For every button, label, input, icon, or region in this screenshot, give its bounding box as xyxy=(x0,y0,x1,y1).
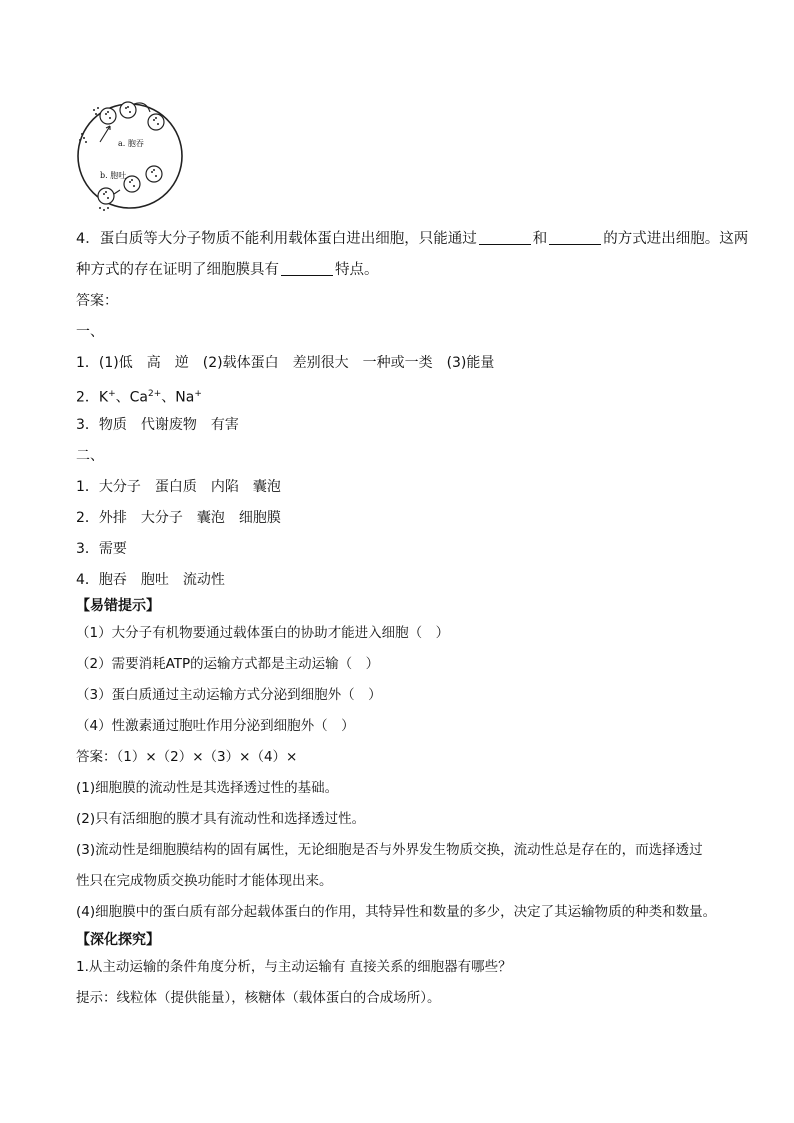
blank-2[interactable] xyxy=(549,230,601,245)
tip-item-4: （4）性激素通过胞吐作用分泌到细胞外（ ） xyxy=(76,718,355,734)
tips-answer: 答案：（1）×（2）×（3）×（4）× xyxy=(76,749,298,765)
answer-2-4: 4．胞吞 胞吐 流动性 xyxy=(76,572,225,588)
tip-item-3: （3）蛋白质通过主动运输方式分泌到细胞外（ ） xyxy=(76,687,382,703)
answer-2-3: 3．需要 xyxy=(76,541,127,557)
answers-heading: 答案： xyxy=(76,293,118,309)
vesicle-bottom-left xyxy=(98,188,114,204)
answers-section-1: 一、 xyxy=(76,324,104,340)
tips-note-1: (1)细胞膜的流动性是其选择透过性的基础。 xyxy=(76,780,339,796)
tip-item-2: （2）需要消耗ATP的运输方式都是主动运输（ ） xyxy=(76,656,380,672)
q4-text-5: 特点。 xyxy=(335,262,379,278)
cell-transport-figure xyxy=(70,94,190,216)
q4-text-4: 种方式的存在证明了细胞膜具有 xyxy=(76,262,279,278)
vesicle-top xyxy=(120,102,136,118)
tips-note-2: (2)只有活细胞的膜才具有流动性和选择透过性。 xyxy=(76,811,366,827)
blank-1[interactable] xyxy=(479,230,531,245)
particles xyxy=(79,106,159,143)
explore-question-1: 1.从主动运输的条件角度分析，与主动运输有 直接关系的细胞器有哪些？ xyxy=(76,959,512,975)
tips-note-3-cont: 性只在完成物质交换功能时才能体现出来。 xyxy=(76,873,333,889)
answer-1-3: 3．物质 代谢废物 有害 xyxy=(76,417,239,433)
vesicle-top-right xyxy=(148,114,164,130)
q4-text-1: 4．蛋白质等大分子物质不能利用载体蛋白进出细胞，只能通过 xyxy=(76,231,477,247)
cell-diagram xyxy=(70,94,190,216)
arrow-in xyxy=(100,126,110,142)
question-4-line-2 xyxy=(76,260,379,280)
tips-note-3: (3)流动性是细胞膜结构的固有属性，无论细胞是否与外界发生物质交换，流动性总是存在的，而选择透过 xyxy=(76,842,703,858)
tip-item-1: （1）大分子有机物要通过载体蛋白的协助才能进入细胞（ ） xyxy=(76,625,450,641)
explore-heading: 【深化探究】 xyxy=(76,932,160,948)
answer-1-1: 1．(1)低 高 逆 (2)载体蛋白 差别很大 一种或一类 (3)能量 xyxy=(76,355,495,371)
vesicle-bottom-right xyxy=(146,166,162,182)
blank-3[interactable] xyxy=(281,261,333,276)
answers-section-2: 二、 xyxy=(76,448,104,464)
tips-note-4: (4)细胞膜中的蛋白质有部分起载体蛋白的作用，其特异性和数量的多少，决定了其运输物质的种类和数量。 xyxy=(76,904,717,920)
q4-text-3: 的方式进出细胞。这两 xyxy=(603,231,749,247)
explore-hint: 提示：线粒体（提供能量），核糖体（载体蛋白的合成场所）。 xyxy=(76,990,441,1006)
answer-2-2: 2．外排 大分子 囊泡 细胞膜 xyxy=(76,510,281,526)
vesicle-top-left xyxy=(100,108,116,124)
tips-heading: 【易错提示】 xyxy=(76,598,160,614)
label-endocytosis: a. 胞吞 xyxy=(118,139,144,148)
cell-membrane xyxy=(78,104,182,208)
question-4-line-1 xyxy=(76,229,748,249)
q4-text-2: 和 xyxy=(532,231,548,247)
answer-2-1: 1．大分子 蛋白质 内陷 囊泡 xyxy=(76,479,281,495)
vesicle-bottom xyxy=(124,176,140,192)
answer-1-2: 2．K+、$Ca^{2+}$、Na+ xyxy=(76,389,202,406)
label-exocytosis: b. 胞吐 xyxy=(100,171,127,180)
